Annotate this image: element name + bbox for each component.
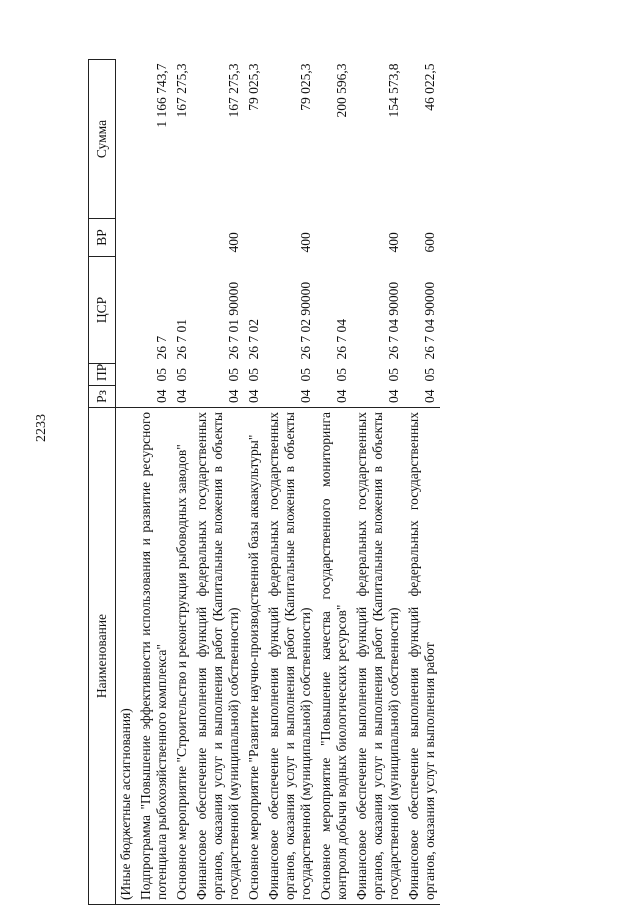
row-vr: 400	[298, 232, 313, 253]
row-name: Финансовое обеспечение выполнения функций федеральных государственных органов, оказания услуг и выполнения работ (Капитальные вложения в объекты государственной (муниципальной) собственности)	[264, 408, 316, 905]
table-row	[264, 60, 316, 905]
table-row	[404, 60, 440, 905]
page-number: 2233	[34, 414, 49, 442]
row-pr: 05	[422, 368, 437, 382]
header-rz: Рз	[89, 386, 116, 408]
row-pr: 05	[174, 368, 189, 382]
header-csr: ЦСР	[89, 257, 116, 364]
row-pr: 05	[154, 368, 169, 382]
table-body	[116, 60, 441, 905]
row-rz: 04	[298, 389, 313, 403]
table-row	[172, 60, 192, 905]
row-pr	[116, 364, 137, 386]
table-row	[136, 60, 172, 905]
row-rz: 04	[386, 389, 401, 403]
row-sum: 46 022,5	[422, 63, 437, 111]
row-csr: 26 7 04 90000	[422, 281, 437, 360]
header-pr: ПР	[89, 364, 116, 386]
row-sum: 79 025,3	[298, 63, 313, 111]
row-vr: 400	[386, 232, 401, 253]
row-rz: 04	[334, 389, 349, 403]
header-sum: Сумма	[89, 60, 116, 219]
row-sum: 79 025,3	[246, 63, 261, 111]
table-row	[316, 60, 352, 905]
row-rz: 04	[174, 389, 189, 403]
row-rz: 04	[422, 389, 437, 403]
row-name: (Иные бюджетные ассигнования)	[116, 408, 137, 905]
table-row	[116, 60, 137, 905]
row-vr: 600	[422, 232, 437, 253]
header-name: Наименование	[89, 408, 116, 905]
row-csr: 26 7 01	[174, 319, 189, 360]
row-name: Основное мероприятие "Развитие научно-производственной базы аквакультуры"	[244, 408, 264, 905]
table-row	[244, 60, 264, 905]
table-row	[352, 60, 404, 905]
row-sum: 167 275,3	[226, 63, 241, 118]
header-vr: ВР	[89, 219, 116, 257]
row-pr: 05	[246, 368, 261, 382]
row-vr: 400	[226, 232, 241, 253]
table-stage	[88, 60, 640, 905]
row-sum: 154 573,8	[386, 63, 401, 118]
row-sum: 200 596,3	[334, 63, 349, 118]
row-rz: 04	[246, 389, 261, 403]
row-csr	[116, 257, 137, 364]
row-sum: 167 275,3	[174, 63, 189, 118]
rotated-page	[88, 60, 640, 905]
row-name: Подпрограмма "Повышение эффективности использования и развитие ресурсного потенциала рыбохозяйственного комплекса"	[136, 408, 172, 905]
row-csr: 26 7 01 90000	[226, 281, 241, 360]
row-pr: 05	[386, 368, 401, 382]
row-rz	[116, 386, 137, 408]
table-row	[192, 60, 244, 905]
row-vr	[172, 219, 192, 257]
row-vr	[316, 219, 352, 257]
row-rz: 04	[154, 389, 169, 403]
row-name: Финансовое обеспечение выполнения функций федеральных государственных органов, оказания услуг и выполнения работ (Капитальные вложения в объекты государственной (муниципальной) собственности)	[192, 408, 244, 905]
row-pr: 05	[226, 368, 241, 382]
row-csr: 26 7 02 90000	[298, 281, 313, 360]
row-name: Основное мероприятие "Строительство и реконструкция рыбоводных заводов"	[172, 408, 192, 905]
row-csr: 26 7 02	[246, 319, 261, 360]
row-name: Основное мероприятие "Повышение качества государственного мониторинга контроля добычи водных биологических ресурсов"	[316, 408, 352, 905]
row-rz: 04	[226, 389, 241, 403]
row-vr	[136, 219, 172, 257]
table-header-row	[89, 60, 116, 905]
row-csr: 26 7 04 90000	[386, 281, 401, 360]
row-name: Финансовое обеспечение выполнения функций федеральных государственных органов, оказания услуг и выполнения работ	[404, 408, 440, 905]
budget-table	[88, 59, 440, 905]
row-name: Финансовое обеспечение выполнения функций федеральных государственных органов, оказания услуг и выполнения работ (Капитальные вложения в объекты государственной (муниципальной) собственности)	[352, 408, 404, 905]
row-csr: 26 7 04	[334, 319, 349, 360]
row-vr	[244, 219, 264, 257]
row-csr: 26 7	[154, 335, 169, 360]
row-sum: 1 166 743,7	[154, 63, 169, 128]
row-sum	[116, 60, 137, 219]
row-pr: 05	[298, 368, 313, 382]
row-pr: 05	[334, 368, 349, 382]
row-vr	[116, 219, 137, 257]
